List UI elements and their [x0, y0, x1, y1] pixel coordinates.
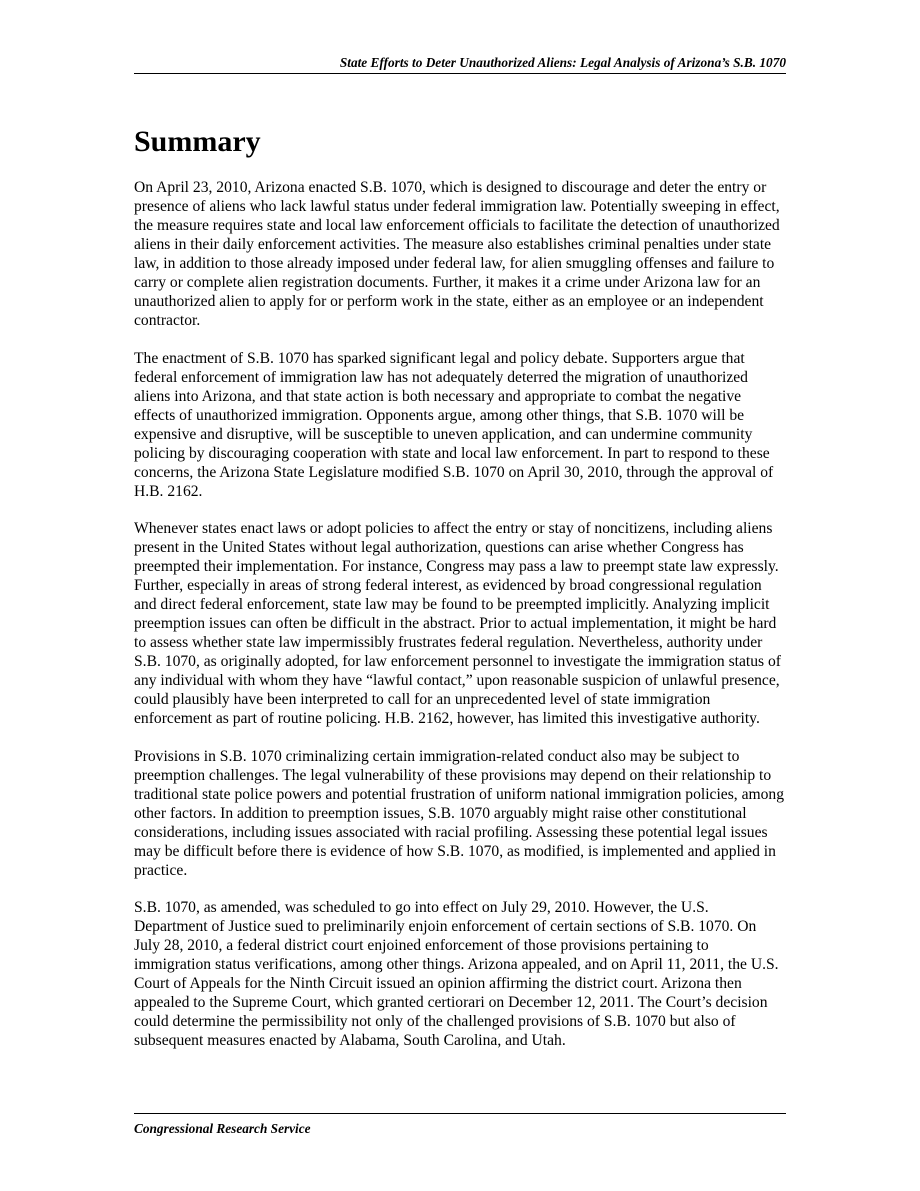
header-rule — [134, 73, 786, 74]
paragraph-5: S.B. 1070, as amended, was scheduled to go into effect on July 29, 2010. However, the U.S. Department of Justice sued to preliminarily enjoin enforcement of certain sections of S.B. 1070. On July 28, 2010, a federal district court enjoined enforcement of those provisions pertaining to immigration status verifications, among other things. Arizona appealed, and on April 11, 2011, the U.S. Court of Appeals for the Ninth Circuit issued an opinion affirming the district court. Arizona then appealed to the Supreme Court, which granted certiorari on December 12, 2011. The Court’s decision could determine the permissibility not only of the challenged provisions of S.B. 1070 but also of subsequent measures enacted by Alabama, South Carolina, and Utah. — [134, 899, 779, 1049]
footer-rule — [134, 1113, 786, 1114]
summary-body — [134, 178, 786, 1069]
paragraph-3: Whenever states enact laws or adopt policies to affect the entry or stay of noncitizens, including aliens present in the United States without legal authorization, questions can arise whether Congress has preempted their implementation. For instance, Congress may pass a law to preempt state law expressly. Further, especially in areas of strong federal interest, as evidenced by broad congressional regulation and direct federal enforcement, state law may be found to be preempted implicitly. Analyzing implicit preemption issues can often be difficult in the abstract. Prior to actual implementation, it might be hard to assess whether state law impermissibly frustrates federal regulation. Nevertheless, authority under S.B. 1070, as originally adopted, for law enforcement personnel to investigate the immigration status of any individual with whom they have “lawful contact,” upon reasonable suspicion of unlawful presence, could plausibly have been interpreted to call for an unprecedented level of state immigration enforcement as part of routine policing. H.B. 2162, however, has limited this investigative authority. — [134, 520, 781, 727]
paragraph-2: The enactment of S.B. 1070 has sparked significant legal and policy debate. Supporters argue that federal enforcement of immigration law has not adequately deterred the migration of unauthorized aliens into Arizona, and that state action is both necessary and appropriate to combat the negative effects of unauthorized immigration. Opponents argue, among other things, that S.B. 1070 will be expensive and disruptive, will be susceptible to uneven application, and can undermine community policing by discouraging cooperation with state and local law enforcement. In part to respond to these concerns, the Arizona State Legislature modified S.B. 1070 on April 30, 2010, through the approval of H.B. 2162. — [134, 349, 774, 500]
running-header: State Efforts to Deter Unauthorized Aliens: Legal Analysis of Arizona’s S.B. 1070 — [339, 55, 786, 70]
footer-organization: Congressional Research Service — [134, 1121, 311, 1136]
paragraph-1: On April 23, 2010, Arizona enacted S.B. 1070, which is designed to discourage and deter the entry or presence of aliens who lack lawful status under federal immigration law. Potentially sweeping in effect, the measure requires state and local law enforcement officials to facilitate the detection of unauthorized aliens in their daily enforcement activities. The measure also establishes criminal penalties under state law, in addition to those already imposed under federal law, for alien smuggling offenses and failure to carry or complete alien registration documents. Further, it makes it a crime under Arizona law for an unauthorized alien to apply for or perform work in the state, either as an employee or an independent contractor. — [134, 179, 780, 329]
page-title: Summary — [134, 125, 261, 158]
paragraph-4: Provisions in S.B. 1070 criminalizing certain immigration-related conduct also may be subject to preemption challenges. The legal vulnerability of these provisions may depend on their relationship to traditional state police powers and potential frustration of uniform national immigration policies, among other factors. In addition to preemption issues, S.B. 1070 arguably might raise other constitutional considerations, including issues associated with racial profiling. Assessing these potential legal issues may be difficult before there is evidence of how S.B. 1070, as modified, is implemented and applied in practice. — [134, 747, 785, 879]
